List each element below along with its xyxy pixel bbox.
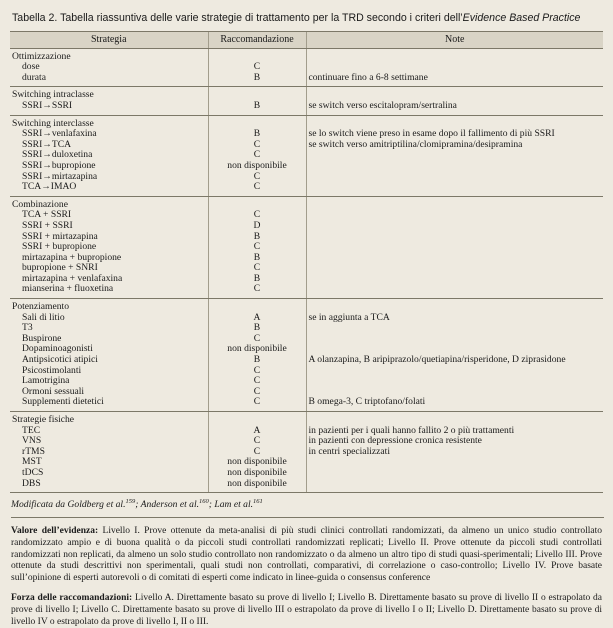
recommendation-text: C [253, 150, 261, 161]
strategy-text: rTMS [22, 446, 45, 457]
note-text [307, 172, 604, 183]
note-text: in centri specializzati [308, 446, 391, 457]
strategy-text: mirtazapina + bupropione [22, 252, 122, 263]
note-text [307, 221, 604, 232]
note-text [307, 263, 604, 274]
note-cell [306, 115, 603, 196]
strategy-text: mianserina + fluoxetina [22, 284, 114, 295]
table-caption [12, 12, 603, 25]
strategy-text: Lamotrigina [22, 376, 70, 387]
recommendation-text: non disponibile [227, 344, 287, 355]
strategy-text: Supplementi dietetici [22, 397, 104, 408]
evidence-legend-text: Livello I. Prove ottenute da meta-analisi di più studi clinici controllati randomizzati, da almeno un unico studio controllato randomizzato ampio e di buona qualità o da piccoli studi controllati randomizzati replicati; Livello II. Prove ottenute da piccoli studi controllati randomizzati non replicati, da almeno un solo studio controllato non randomizzato o da almeno un altro tipo di studi quasi-sperimentali; Livello III. Prove ottenute da studi descrittivi non sperimentali, quali studi non controllati, comparativi, di correlazione o caso-controllo; Livello IV. Prove basate sull’opinione di esperti autorevoli o di comitati di esperti come indicato in linee-guida o consensus conference [11, 526, 602, 583]
note-cell [306, 299, 603, 412]
strategy-text: Psicostimolanti [22, 365, 82, 376]
recommendation-text: non disponibile [227, 467, 287, 478]
note-text [307, 344, 604, 355]
note-text [307, 200, 604, 211]
note-text [307, 479, 604, 490]
table-group [10, 299, 603, 412]
recommendation-text: C [253, 210, 261, 221]
strategy-text: DBS [22, 478, 41, 489]
recommendation-text: C [253, 333, 261, 344]
strategy-text: Switching intraclasse [12, 90, 94, 101]
strategy-text: Ottimizzazione [12, 51, 71, 62]
strategy-text: Buspirone [22, 333, 62, 344]
recommendation-text: C [253, 263, 261, 274]
note-text [307, 284, 604, 295]
recommendation-cell [208, 412, 306, 493]
table-group [10, 412, 603, 493]
strategy-cell [10, 412, 208, 493]
recommendation-text: A [253, 312, 261, 323]
recommendation-text: C [253, 386, 261, 397]
note-text: se switch verso amitriptilina/clomipramina/desipramina [308, 139, 523, 150]
recommendation-text [209, 52, 306, 63]
strategy-cell [10, 115, 208, 196]
note-text: se switch verso escitalopram/sertralina [308, 100, 457, 111]
header-strategia: Strategia [10, 32, 208, 49]
note-text: in pazienti per i quali hanno fallito 2 o più trattamenti [308, 425, 515, 436]
note-text: B omega-3, C triptofano/folati [308, 397, 426, 408]
recommendation-text: C [253, 182, 261, 193]
recommendation-text: B [253, 252, 261, 263]
recommendation-text: C [253, 242, 261, 253]
note-text [307, 457, 604, 468]
strategy-text: Switching interclasse [12, 118, 94, 129]
note-cell [306, 87, 603, 115]
note-text: se in aggiunta a TCA [308, 312, 390, 323]
recommendation-cell [208, 87, 306, 115]
strategy-text: bupropione + SNRI [22, 263, 98, 274]
recommendation-text: C [253, 446, 261, 457]
recommendation-text [209, 90, 306, 101]
strategy-cell [10, 196, 208, 298]
strategy-text: dose [22, 62, 40, 73]
note-text [307, 323, 604, 334]
recommendation-text [209, 302, 306, 313]
strategy-text: Dopaminoagonisti [22, 344, 93, 355]
recommendation-text: B [253, 231, 261, 242]
recommendation-text: B [253, 355, 261, 366]
strategy-text: T3 [22, 323, 33, 334]
strategy-text: durata [22, 72, 46, 83]
strategy-text: SSRI→venlafaxina [22, 129, 97, 140]
source-note: Modificata da Goldberg et al.$^{159}$; Anderson et al.$^{160}$; Lam et al.$^{161}$ [11, 496, 604, 518]
recommendation-text: A [253, 425, 261, 436]
strategy-text: SSRI→TCA [22, 139, 72, 150]
note-cell [306, 412, 603, 493]
note-text [307, 161, 604, 172]
strategy-text: tDCS [22, 467, 44, 478]
recommendation-text [209, 200, 306, 211]
caption-text: Tabella 2. Tabella riassuntiva delle varie strategie di trattamento per la TRD secondo i criteri dell’ [12, 12, 463, 24]
strategy-text: TEC [22, 425, 41, 436]
recommendation-text [209, 119, 306, 130]
recommendation-text: C [253, 139, 261, 150]
recommendation-text: B [253, 129, 261, 140]
note-text [307, 90, 604, 101]
table-header-row [10, 32, 603, 49]
note-text [307, 376, 604, 387]
strategy-text: SSRI→SSRI [22, 100, 73, 111]
strategy-text: SSRI→mirtazapina [22, 171, 98, 182]
table-body [10, 48, 603, 493]
note-text: continuare fino a 6-8 settimane [308, 72, 428, 83]
note-text [307, 468, 604, 479]
strategy-text: SSRI + bupropione [22, 242, 97, 253]
note-text [307, 232, 604, 243]
reference-number: 159 [125, 498, 136, 506]
recommendation-text: non disponibile [227, 457, 287, 468]
recommendation-text: D [253, 220, 261, 231]
recommendation-text: C [253, 397, 261, 408]
evidence-legend [11, 526, 602, 584]
strategy-text: TCA→IMAO [22, 182, 77, 193]
note-text [307, 62, 604, 73]
strategy-text: TCA + SSRI [22, 210, 72, 221]
recommendation-text: C [253, 171, 261, 182]
strategy-text: Combinazione [12, 199, 68, 210]
note-text [307, 253, 604, 264]
recommendation-text: C [253, 436, 261, 447]
note-text [307, 334, 604, 345]
strategy-text: VNS [22, 436, 42, 447]
note-text: A olanzapina, B aripiprazolo/quetiapina/risperidone, D ziprasidone [308, 355, 566, 366]
strategy-text: SSRI + mirtazapina [22, 231, 98, 242]
strategy-cell [10, 48, 208, 87]
recommendation-text: non disponibile [227, 478, 287, 489]
recommendation-legend-title: Forza delle raccomandazioni: [11, 593, 133, 604]
note-text [307, 150, 604, 161]
recommendation-text: C [253, 284, 261, 295]
recommendation-text: C [253, 62, 261, 73]
recommendation-text [209, 415, 306, 426]
note-text: se lo switch viene preso in esame dopo il fallimento di più SSRI [308, 129, 555, 140]
note-text: in pazienti con depressione cronica resistente [308, 436, 482, 447]
note-text [307, 366, 604, 377]
recommendation-legend-text: Livello A. Direttamente basato su prove di livello I; Livello B. Direttamente basato su prove di livello II o estrapolato da prove di livello I; Livello C. Direttamente basato su prove di livello III o estrapolato da prove di livello I o II; Livello D. Direttamente basato su prove di livello IV o estrapolato da prove di livello I, II o III. [11, 593, 602, 627]
strategy-cell [10, 87, 208, 115]
reference-number: 161 [253, 498, 263, 506]
note-cell [306, 196, 603, 298]
recommendation-text: C [253, 365, 261, 376]
recommendation-cell [208, 196, 306, 298]
note-text [307, 387, 604, 398]
recommendation-text: C [253, 376, 261, 387]
recommendation-cell [208, 48, 306, 87]
table-group [10, 87, 603, 115]
note-text [307, 242, 604, 253]
recommendation-text: B [253, 72, 261, 83]
note-text [307, 182, 604, 193]
strategy-text: Strategie fisiche [12, 415, 75, 425]
caption-italic: Evidence Based Practice [462, 12, 581, 24]
note-text [307, 415, 604, 426]
strategy-text: Ormoni sessuali [22, 386, 85, 397]
strategy-cell [10, 299, 208, 412]
strategy-text: mirtazapina + venlafaxina [22, 273, 123, 284]
recommendation-text: B [253, 100, 261, 111]
strategy-text: MST [22, 457, 42, 468]
strategy-text: Antipsicotici atipici [22, 355, 98, 366]
evidence-legend-title: Valore dell’evidenza: [11, 526, 99, 537]
recommendation-legend [11, 593, 602, 628]
strategy-text: Potenziamento [12, 302, 70, 313]
table-group [10, 48, 603, 87]
note-text [307, 210, 604, 221]
treatment-strategies-table [10, 31, 603, 493]
strategy-text: Sali di litio [22, 312, 65, 323]
recommendation-cell [208, 299, 306, 412]
recommendation-cell [208, 115, 306, 196]
header-note: Note [306, 32, 603, 49]
recommendation-text: B [253, 273, 261, 284]
strategy-text: SSRI→bupropione [22, 160, 96, 171]
strategy-text: SSRI + SSRI [22, 220, 73, 231]
table-group [10, 115, 603, 196]
note-text [307, 302, 604, 313]
note-text [307, 119, 604, 130]
recommendation-text: B [253, 323, 261, 334]
reference-number: 160 [199, 498, 209, 506]
table-group [10, 196, 603, 298]
header-raccomandazione: Raccomandazione [208, 32, 306, 49]
note-text [307, 274, 604, 285]
recommendation-text: non disponibile [227, 160, 287, 171]
note-text [307, 52, 604, 63]
strategy-text: SSRI→duloxetina [22, 150, 93, 161]
note-cell [306, 48, 603, 87]
